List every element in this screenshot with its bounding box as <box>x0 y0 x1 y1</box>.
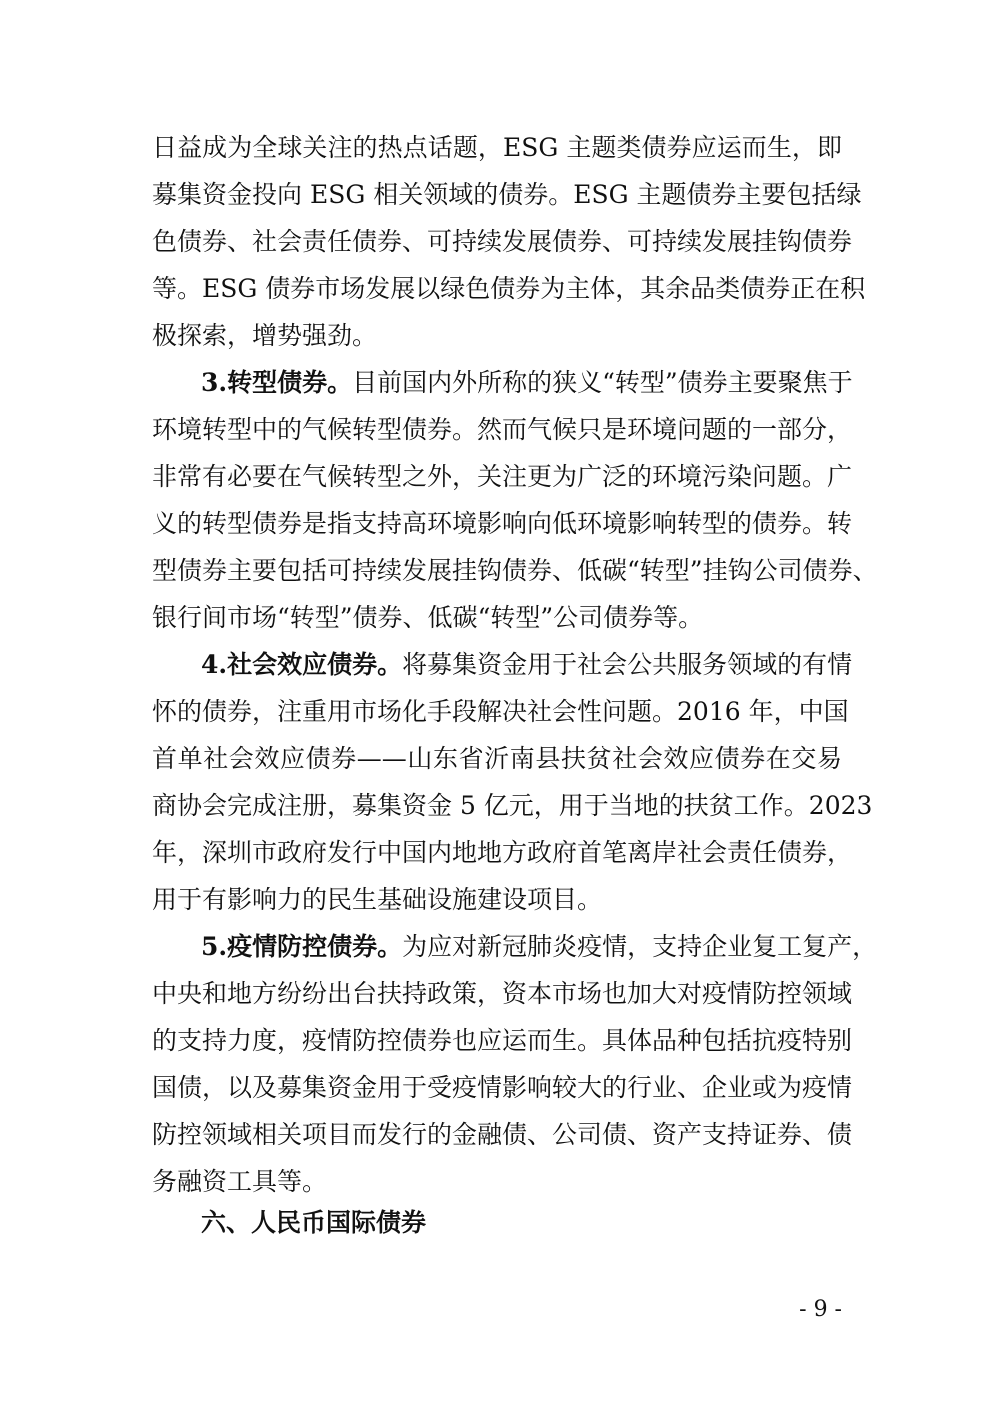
item4-first-text: 将募集资金用于社会公共服务领域的有情 <box>402 650 853 679</box>
body-line: 色债券、社会责任债券、可持续发展债券、可持续发展挂钩债券 <box>152 227 853 256</box>
body-line: 中央和地方纷纷出台扶持政策，资本市场也加大对疫情防控领域 <box>152 979 853 1008</box>
item3-first-line <box>201 368 853 398</box>
body-line: 首单社会效应债券——山东省沂南县扶贫社会效应债券在交易 <box>152 744 842 773</box>
item3-first-text: 目前国内外所称的狭义“转型”债券主要聚焦于 <box>352 368 853 397</box>
body-line: 银行间市场“转型”债券、低碳“转型”公司债券等。 <box>152 603 704 632</box>
item5-first-line <box>201 932 878 962</box>
body-line: 极探索，增势强劲。 <box>152 321 378 350</box>
item3-title: 3.转型债券。 <box>201 368 353 397</box>
body-line: 义的转型债券是指支持高环境影响向低环境影响转型的债券。转 <box>152 509 853 538</box>
item4-title: 4.社会效应债券。 <box>201 650 403 679</box>
item5-first-text: 为应对新冠肺炎疫情，支持企业复工复产， <box>402 932 878 961</box>
body-line: 的支持力度，疫情防控债券也应运而生。具体品种包括抗疫特别 <box>152 1026 853 1055</box>
body-line: 用于有影响力的民生基础设施建设项目。 <box>152 885 603 914</box>
item4-first-line <box>201 650 853 680</box>
body-line: 非常有必要在气候转型之外，关注更为广泛的环境污染问题。广 <box>152 462 853 491</box>
body-line: 年，深圳市政府发行中国内地地方政府首笔离岸社会责任债券， <box>152 838 853 867</box>
page-number: - 9 - <box>799 1297 842 1322</box>
item5-title: 5.疫情防控债券。 <box>201 932 403 961</box>
body-line: 务融资工具等。 <box>152 1167 328 1196</box>
body-line: 国债，以及募集资金用于受疫情影响较大的行业、企业或为疫情 <box>152 1073 853 1102</box>
body-line: 防控领域相关项目而发行的金融债、公司债、资产支持证券、债 <box>152 1120 853 1149</box>
body-line: 等。ESG 债券市场发展以绿色债券为主体，其余品类债券正在积 <box>152 274 866 303</box>
body-line: 募集资金投向 ESG 相关领域的债券。ESG 主题债券主要包括绿 <box>152 180 862 209</box>
section-heading: 六、人民币国际债券 <box>201 1208 427 1237</box>
body-line: 日益成为全球关注的热点话题，ESG 主题类债券应运而生，即 <box>152 133 842 162</box>
body-line: 商协会完成注册，募集资金 5 亿元，用于当地的扶贫工作。2023 <box>152 791 873 820</box>
body-line: 型债券主要包括可持续发展挂钩债券、低碳“转型”挂钩公司债券、 <box>152 556 878 585</box>
body-line: 环境转型中的气候转型债券。然而气候只是环境问题的一部分， <box>152 415 853 444</box>
body-line: 怀的债券，注重用市场化手段解决社会性问题。2016 年，中国 <box>152 697 849 726</box>
